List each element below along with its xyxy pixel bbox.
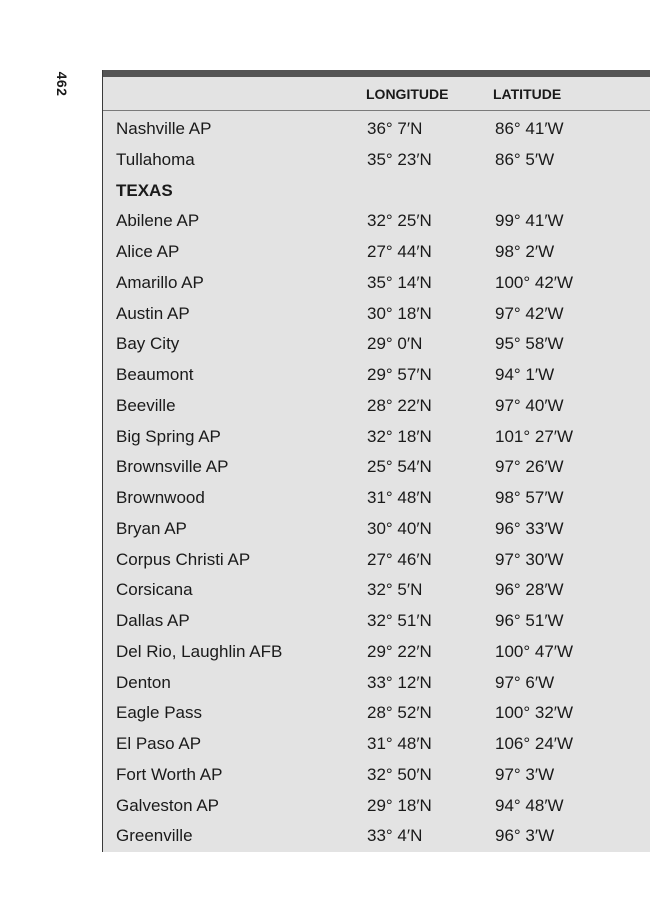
latitude-value: 100° 32′W (495, 703, 574, 723)
table-row (103, 453, 650, 484)
table-row (103, 699, 650, 730)
longitude-value: 31° 48′N (367, 734, 432, 753)
longitude-value: 32° 18′N (367, 426, 432, 446)
table-row (103, 761, 650, 792)
location-name: Bryan AP (116, 518, 187, 538)
longitude-value: 25° 54′N (367, 457, 432, 477)
location-name: Austin AP (116, 303, 190, 323)
longitude-value: 32° 5′N (367, 580, 423, 600)
location-name: Beeville (116, 395, 176, 415)
table-row (103, 238, 650, 269)
location-name: Alice AP (116, 242, 180, 261)
page-number: 462 (54, 71, 70, 97)
table-row (103, 730, 650, 761)
longitude-value: 29° 22′N (367, 641, 432, 661)
latitude-value: 97° 3′W (495, 764, 555, 784)
table-row (103, 146, 650, 177)
table-row (103, 300, 650, 331)
longitude-value: 29° 57′N (367, 365, 432, 384)
location-name: Dallas AP (116, 611, 190, 630)
latitude-value: 99° 41′W (495, 211, 564, 231)
table-row (103, 484, 650, 515)
longitude-value: 32° 25′N (367, 211, 432, 231)
location-name: Tullahoma (116, 149, 195, 169)
location-name: Corpus Christi AP (116, 549, 251, 569)
latitude-value: 97° 42′W (495, 303, 564, 323)
location-name: Galveston AP (116, 795, 220, 815)
latitude-value: 97° 40′W (495, 395, 564, 415)
longitude-value: 35° 14′N (367, 272, 432, 292)
latitude-value: 96° 3′W (495, 826, 555, 846)
latitude-value: 100° 42′W (495, 272, 574, 292)
longitude-column-header: LONGITUDE (366, 86, 449, 102)
latitude-value: 94° 1′W (495, 365, 555, 384)
table-body (103, 115, 650, 853)
location-name: Amarillo AP (116, 272, 204, 292)
latitude-value: 96° 28′W (495, 580, 564, 600)
location-name: El Paso AP (116, 734, 202, 753)
latitude-value: 98° 2′W (495, 242, 555, 261)
location-name: Brownwood (116, 488, 205, 507)
table-row (103, 392, 650, 423)
table-row (103, 546, 650, 577)
longitude-value: 29° 0′N (367, 334, 423, 354)
location-name: Big Spring AP (116, 426, 221, 446)
latitude-value: 95° 58′W (495, 334, 564, 354)
coordinates-table (102, 70, 650, 852)
latitude-value: 96° 51′W (495, 611, 564, 630)
table-row (103, 576, 650, 607)
table-row (103, 669, 650, 700)
longitude-value: 28° 22′N (367, 395, 432, 415)
location-name: Corsicana (116, 580, 193, 600)
table-row (103, 515, 650, 546)
latitude-value: 106° 24′W (495, 734, 574, 753)
location-name: Brownsville AP (116, 457, 229, 477)
table-top-rule (103, 70, 650, 77)
table-row (103, 115, 650, 146)
table-row (103, 207, 650, 238)
longitude-value: 28° 52′N (367, 703, 432, 723)
longitude-value: 33° 4′N (367, 826, 423, 846)
longitude-value: 36° 7′N (367, 119, 423, 138)
latitude-value: 94° 48′W (495, 795, 564, 815)
latitude-value: 97° 6′W (495, 672, 555, 692)
latitude-value: 100° 47′W (495, 641, 574, 661)
state-heading: TEXAS (116, 180, 173, 200)
longitude-value: 35° 23′N (367, 149, 432, 169)
location-name: Greenville (116, 826, 193, 846)
location-name: Del Rio, Laughlin AFB (116, 641, 283, 661)
table-row (103, 792, 650, 823)
table-row (103, 361, 650, 392)
longitude-value: 30° 40′N (367, 518, 432, 538)
table-header-row (103, 77, 650, 111)
table-row (103, 423, 650, 454)
latitude-value: 101° 27′W (495, 426, 574, 446)
latitude-value: 97° 30′W (495, 549, 564, 569)
longitude-value: 31° 48′N (367, 488, 432, 507)
latitude-value: 86° 5′W (495, 149, 555, 169)
location-name: Fort Worth AP (116, 764, 223, 784)
location-name: Eagle Pass (116, 703, 202, 723)
longitude-value: 33° 12′N (367, 672, 432, 692)
longitude-value: 32° 51′N (367, 611, 432, 630)
latitude-value: 98° 57′W (495, 488, 564, 507)
location-name: Denton (116, 672, 171, 692)
longitude-value: 29° 18′N (367, 795, 432, 815)
location-name: Abilene AP (116, 211, 200, 231)
latitude-value: 97° 26′W (495, 457, 564, 477)
location-name: Nashville AP (116, 119, 212, 138)
latitude-value: 86° 41′W (495, 119, 564, 138)
latitude-column-header: LATITUDE (493, 86, 562, 102)
longitude-value: 27° 44′N (367, 242, 432, 261)
table-row (103, 330, 650, 361)
table-row (103, 822, 650, 853)
latitude-value: 96° 33′W (495, 518, 564, 538)
longitude-value: 32° 50′N (367, 764, 432, 784)
table-row (103, 269, 650, 300)
table-row (103, 638, 650, 669)
location-name: Beaumont (116, 365, 194, 384)
location-name: Bay City (116, 334, 180, 354)
longitude-value: 30° 18′N (367, 303, 432, 323)
state-heading-row (103, 177, 650, 208)
longitude-value: 27° 46′N (367, 549, 432, 569)
table-row (103, 607, 650, 638)
